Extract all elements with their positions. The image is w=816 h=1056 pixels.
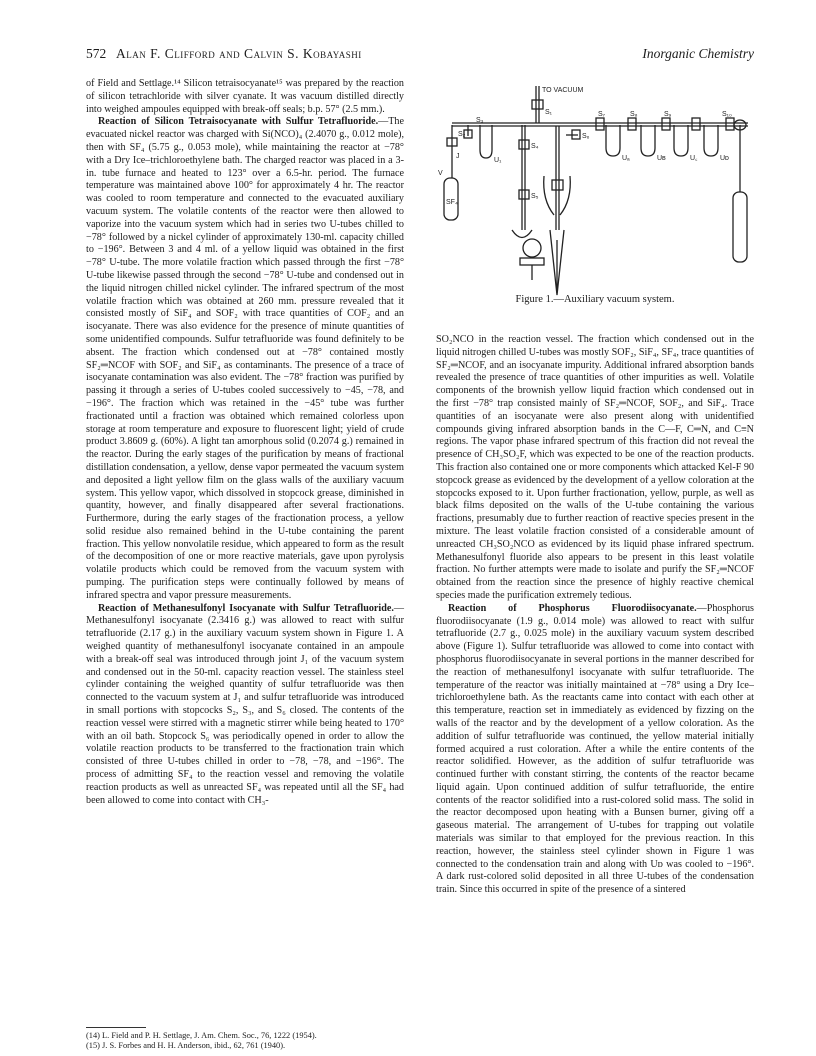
- reaction-vessel: [523, 239, 541, 257]
- figure-vacuum-system: [436, 80, 754, 302]
- label-uc: U꜀: [690, 155, 698, 162]
- footnote-rule: [86, 1027, 146, 1028]
- paragraph: [86, 116, 404, 602]
- page-number: 572: [86, 46, 107, 61]
- label-u1: U₁: [494, 157, 502, 164]
- section-heading: Reaction of Methanesulfonyl Isocyanate with Sulfur Tetrafluoride.: [98, 602, 394, 614]
- label-s5: S₅: [531, 193, 539, 200]
- label-s3: S₃: [476, 117, 484, 124]
- label-ub: Uв: [657, 155, 666, 162]
- label-ud: Uᴅ: [720, 155, 729, 162]
- paragraph: SO₂NCO in the reaction vessel. The fraction which condensed out in the liquid nitrogen chilled U-tubes was mostly SOF₂, SiF₄, SF₄, trace quantities of SF₂═NCOF, and an isocyanate impurity. Additional infrared absorption bands revealed the presence of trace quantities of other impurities as well. Volatile components of the brownish yellow liquid fraction which condensed out in the first −78° trap consisted mainly of SF₂═NCOF, SOF₂, and SiF₄. Trace quantities of an isocyanate were also present along with unidentified compounds giving infrared absorption bands in the C—F, C═N, and C≡N regions. The vapor phase infrared spectrum of this fraction did not reveal the presence of CH₃SO₂F, which was expected to be one of the reaction products. This fraction also contained one or more components which attacked Kel-F 90 stopcock grease as evidenced by the development of a yellow coloration at the stopcocks exposed to it. Upon further fractionation, yellow, purple, as well as black films deposited on the walls of the U-tube containing the various fractions, presumably due to further reaction of reactive species present in the mixture. The least volatile fraction consisted of a considerable amount of unreacted CH₃SO₂NCO as evidenced by its liquid phase infrared spectrum. Methanesulfonyl fluoride also appears to be present in this least volatile fraction. No further attempts were made to isolate and purify the SF₂═NCOF obtained from the reaction since the presence of highly reactive chemical species made the purification extremely tedious.: [436, 334, 754, 601]
- label-v: V: [438, 170, 443, 177]
- footnote: (14) L. Field and P. H. Settlage, J. Am. Chem. Soc., 76, 1222 (1954).: [86, 1031, 317, 1040]
- section-heading: Reaction of Silicon Tetraisocyanate with Sulfur Tetrafluoride.: [98, 116, 379, 128]
- label-s9: S₉: [664, 111, 672, 118]
- stopcock: [532, 100, 543, 109]
- apparatus-drawing: [436, 80, 754, 302]
- paragraph-text: —The evacuated nickel reactor was charged with Si(NCO)₄ (2.4070 g., 0.012 mole), then with SF₄ (5.75 g., 0.053 mole), while maintaining the reactor at −78° with a Dry Ice–trichloroethylene bath. The charged reactor was placed in a 3-in. tube furnace and heated to 123° over a 6.5-hr. period. The furnace temperature was maintained above 100° for approximately 4 hr. The reactor was cooled to room temperature and connected to the evacuated auxiliary vacuum system. The volatile contents of the reactor were then allowed to vaporize into the vacuum system which had in series two U-tubes chilled to −78° followed by a nickel cylinder of approximately 130-ml. capacity chilled to −196°. Between 3 and 4 ml. of a yellow liquid was obtained in the first −78° U-tube. The more volatile fraction which passed through the first −78° U-tube likewise passed through the second −78° U-tube and condensed out in the liquid nitrogen chilled nickel cylinder. The infrared spectrum of the most volatile fraction which was obtained at 260 mm. pressure revealed that it consisted mostly of SiF₄ and SOF₂ with trace quantities of COF₂ and an isocyanate. There was also evidence for the presence of minute quantities of some unidentified compounds. Sulfur tetrafluoride was found definitely to be absent. The fraction which condensed out at −78° contained mostly SF₂═NCOF with SOF₂ and SiF₄ as contaminants. The presence of a trace of isocyanate contamination was also evident. The −78° fraction was purified by passing it through a series of U-tubes cooled successively to −45, −78, and −196°. The fraction which was retained in the −45° tube was further fractionated until a fraction was obtained which remained colorless upon storage at room temperature and exposure to fluorescent light; yield of crude product 3.8609 g. (60%). A light tan amorphous solid (0.2074 g.) remained in the reactor. During the early stages of the purification by means of fractional distillation condensation, a yellow, dense vapor permeated the vacuum system and deposited a light yellow film on the glass walls of the auxiliary vacuum system. This yellow vapor, which dissolved in stopcock grease, diminished in quantity, however, and finally disappeared after several fractionations. Furthermore, during the early stages of the fractionation process, a yellow solid residue also remained behind in the U-tube containing the parent fraction. This yellow nonvolatile residue, which appeared to form as the result of the decomposition of one or more reactive materials, gave upon pyrolysis volatile products which could be removed from the vacuum system with pumping. The purification steps were continually followed by means of infrared spectra and vapor pressure measurements.: [86, 116, 404, 601]
- steel-cylinder: [733, 192, 747, 262]
- paragraph: [86, 603, 404, 808]
- label-ua: Uₐ: [622, 155, 630, 162]
- paragraph-text: —Phosphorus fluorodiisocyanate (1.9 g., 0.014 mole) was allowed to react with sulfur tetrafluoride (2.7 g., 0.025 mole) in the auxiliary vacuum system described above (Figure 1). Sulfur tetrafluoride was allowed to come into contact with phosphorus fluorodiisocyanate in several portions in the manner described for the reaction of methanesulfonyl isocyanate with sulfur tetrafluoride. The temperature of the reactor was initially maintained at −78° using a Dry Ice–trichloroethylene bath. As the reactants came into contact with each other at this temperature, reaction set in immediately as evidenced by fizzing on the walls of the reactor and by the development of a yellow coloration. As the addition of sulfur tetrafluoride was continued, the yellow material initially formed acquired a rust coloration. After a while the entire contents of the reactor solidified. However, as the addition of sulfur tetrafluoride was continued further with constant stirring, the contents of the reactor became liquid again. Upon continued addition of sulfur tetrafluoride, the entire contents of the reactor solidified into a rust-colored solid mass. The solid in the reactor decomposed upon heating with a Bunsen burner, giving off a gaseous material. The arrangement of U-tubes for trapping out volatile materials was similar to that employed for the previous reaction. In this reaction, however, the stainless steel cylinder shown in Figure 1 was connected to the condensation train and along with Uᴅ was cooled to −196°. A dark rust-colored solid deposited in all three U-tubes of the condensation train. Since this occurred in spite of the presence of a sintered: [436, 602, 754, 896]
- label-s8: S₈: [630, 111, 638, 118]
- right-column: [436, 334, 754, 897]
- section-heading: Reaction of Phosphorus Fluorodiisocyanate.: [448, 602, 697, 614]
- footnote: (15) J. S. Forbes and H. H. Anderson, ibid., 62, 761 (1940).: [86, 1041, 286, 1051]
- author-names: Alan F. Clifford and Calvin S. Kobayashi: [116, 46, 362, 61]
- running-header: [86, 46, 754, 66]
- footnotes: [86, 1031, 404, 1052]
- label-sf4: SF₄: [446, 199, 458, 206]
- paragraph: [436, 603, 754, 897]
- journal-name: Inorganic Chemistry: [642, 46, 754, 61]
- label-s7: S₇: [598, 111, 606, 118]
- label-j: J: [456, 153, 460, 160]
- label-s1: S₁: [545, 109, 553, 116]
- label-s4: S₄: [531, 143, 539, 150]
- paragraph: of Field and Settlage.¹⁴ Silicon tetraisocyanate¹⁵ was prepared by the reaction of silicon tetrachloride with silver cyanate. It was vacuum distilled directly into weighed ampoules equipped with break-off seals; b.p. 57° (2.5 mm.).: [86, 78, 404, 115]
- label-s6: S₆: [582, 133, 590, 140]
- left-column: [86, 78, 404, 807]
- label-s10: S₁₀: [722, 111, 732, 118]
- paragraph-text: —Methanesulfonyl isocyanate (2.3416 g.) was allowed to react with sulfur tetrafluoride (2.17 g.) in the auxiliary vacuum system shown in Figure 1. A weighed quantity of methanesulfonyl isocyanate contained in an ampoule with a break-off seal was introduced through joint J₁ of the vacuum system and condensed out in the 50-ml. capacity reaction vessel. The stainless steel cylinder containing the weighed quantity of sulfur tetrafluoride was then connected to the vacuum system at J₁ and sulfur tetrafluoride was introduced in small portions with stopcocks S₂, S₃, and S₆ closed. The contents of the reaction vessel were stirred with a magnetic stirrer while being heated to 170° with an oil bath. Stopcock S₆ was periodically opened in order to allow the volatile reaction products to be transferred to the fractionation train which consisted of three U-tubes chilled in order to −78, −78, and −196°. The process of admitting SF₄ to the reaction vessel and removing the volatile reaction products as well as unreacted SF₄ was repeated until all the SF₄ had been allowed to come into contact with CH₃-: [86, 602, 404, 806]
- label-s2: S₂: [458, 131, 466, 138]
- figure-caption: Figure 1.—Auxiliary vacuum system.: [515, 294, 675, 305]
- label-to-vacuum: TO VACUUM: [542, 87, 584, 94]
